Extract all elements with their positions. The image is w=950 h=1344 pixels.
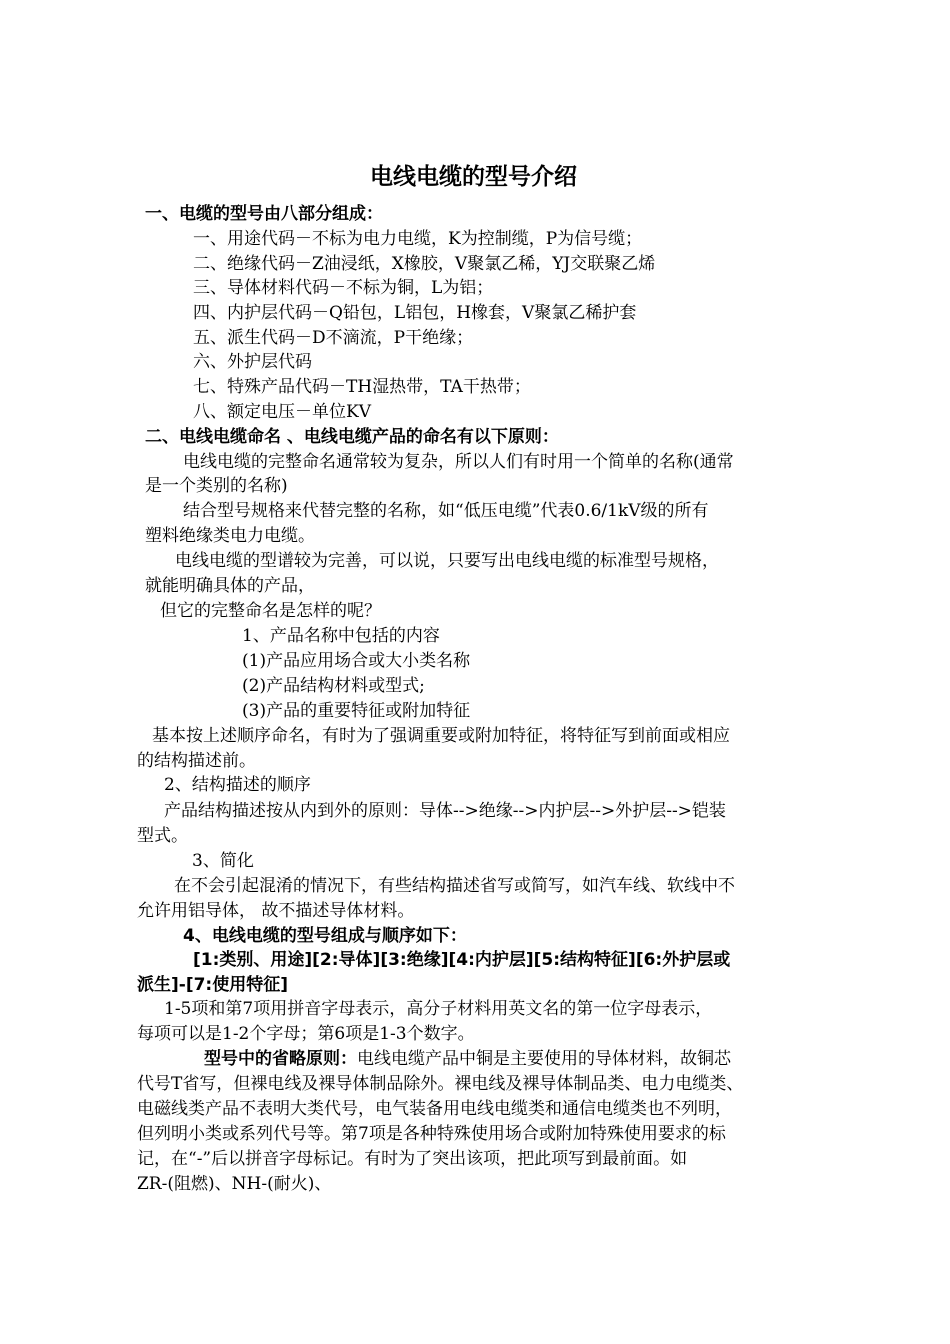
subsection-title: 1、产品名称中包括的内容 — [242, 626, 440, 646]
paragraph-line: 电磁线类产品不表明大类代号，电气装备用电线电缆类和通信电缆类也不列明， — [137, 1099, 732, 1119]
paragraph-line: 基本按上述顺序命名，有时为了强调重要或附加特征，将特征写到前面或相应 — [152, 726, 730, 746]
paragraph-line: 但列明小类或系列代号等。第7项是各种特殊使用场合或附加特殊使用要求的标 — [137, 1124, 726, 1144]
paragraph-line: 每项可以是1-2个字母；第6项是1-3个数字。 — [137, 1024, 475, 1044]
paragraph-line: 就能明确具体的产品， — [145, 576, 315, 596]
paragraph-line: 的结构描述前。 — [137, 751, 256, 771]
paragraph-line: 1-5项和第7项用拼音字母表示，高分子材料用英文名的第一位字母表示， — [164, 999, 713, 1019]
paragraph-line: 记，在“-”后以拼音字母标记。有时为了突出该项，把此项写到最前面。如 — [137, 1149, 688, 1169]
format-line: [1:类别、用途][2:导体][3:绝缘][4:内护层][5:结构特征][6:外护层或 — [193, 950, 731, 970]
section1-heading: 一、电缆的型号由八部分组成： — [145, 204, 383, 224]
omission-label: 型号中的省略原则： — [204, 1049, 357, 1069]
list-item: (1)产品应用场合或大小类名称 — [242, 651, 471, 671]
paragraph-line: 在不会引起混淆的情况下，有些结构描述省写或简写，如汽车线、软线中不 — [174, 876, 735, 896]
list-item: 七、特殊产品代码－TH湿热带，TA干热带； — [193, 377, 531, 397]
paragraph-line: 但它的完整命名是怎样的呢？ — [160, 601, 381, 621]
paragraph-line: 结合型号规格来代替完整的名称，如“低压电缆”代表0.6/1kV级的所有 — [183, 501, 709, 521]
paragraph-line: 电线电缆的完整命名通常较为复杂，所以人们有时用一个简单的名称(通常 — [183, 452, 734, 472]
section2-heading: 二、电线电缆命名 、电线电缆产品的命名有以下原则： — [145, 427, 559, 447]
paragraph-line: 型式。 — [137, 826, 188, 846]
format-line: 派生]-[7:使用特征] — [137, 975, 288, 995]
list-item: 四、内护层代码－Q铅包，L铝包，H橡套，V聚氯乙稀护套 — [193, 303, 637, 323]
list-item: 一、用途代码－不标为电力电缆，K为控制缆，P为信号缆； — [193, 229, 643, 249]
paragraph-line — [204, 1048, 731, 1070]
paragraph-line: 代号T省写，但裸电线及裸导体制品除外。裸电线及裸导体制品类、电力电缆类、 — [137, 1074, 744, 1094]
list-item: (3)产品的重要特征或附加特征 — [242, 701, 471, 721]
page-title: 电线电缆的型号介绍 — [370, 164, 577, 190]
list-item: 六、外护层代码 — [193, 352, 312, 372]
list-item: 八、额定电压－单位KV — [193, 402, 371, 422]
list-item: 五、派生代码－D不滴流，P干绝缘； — [193, 328, 474, 348]
omission-text: 电线电缆产品中铜是主要使用的导体材料，故铜芯 — [357, 1049, 731, 1069]
subsection-title: 2、结构描述的顺序 — [164, 775, 311, 795]
list-item: (2)产品结构材料或型式; — [242, 676, 425, 696]
paragraph-line: 电线电缆的型谱较为完善，可以说，只要写出电线电缆的标准型号规格， — [175, 551, 719, 571]
subsection-title: 3、简化 — [192, 851, 254, 871]
paragraph-line: 允许用铝导体， 故不描述导体材料。 — [137, 901, 415, 921]
paragraph-line: 产品结构描述按从内到外的原则：导体-->绝缘-->内护层-->外护层-->铠装 — [164, 801, 726, 821]
subsection-title: 4、电线电缆的型号组成与顺序如下： — [183, 926, 467, 946]
paragraph-line: 是一个类别的名称) — [145, 476, 288, 496]
list-item: 三、导体材料代码－不标为铜，L为铝； — [193, 278, 494, 298]
list-item: 二、绝缘代码－Z油浸纸，X橡胶，V聚氯乙稀，YJ交联聚乙烯 — [193, 254, 656, 274]
paragraph-line: ZR-(阻燃)、NH-(耐火)、 — [137, 1174, 332, 1194]
paragraph-line: 塑料绝缘类电力电缆。 — [145, 526, 315, 546]
